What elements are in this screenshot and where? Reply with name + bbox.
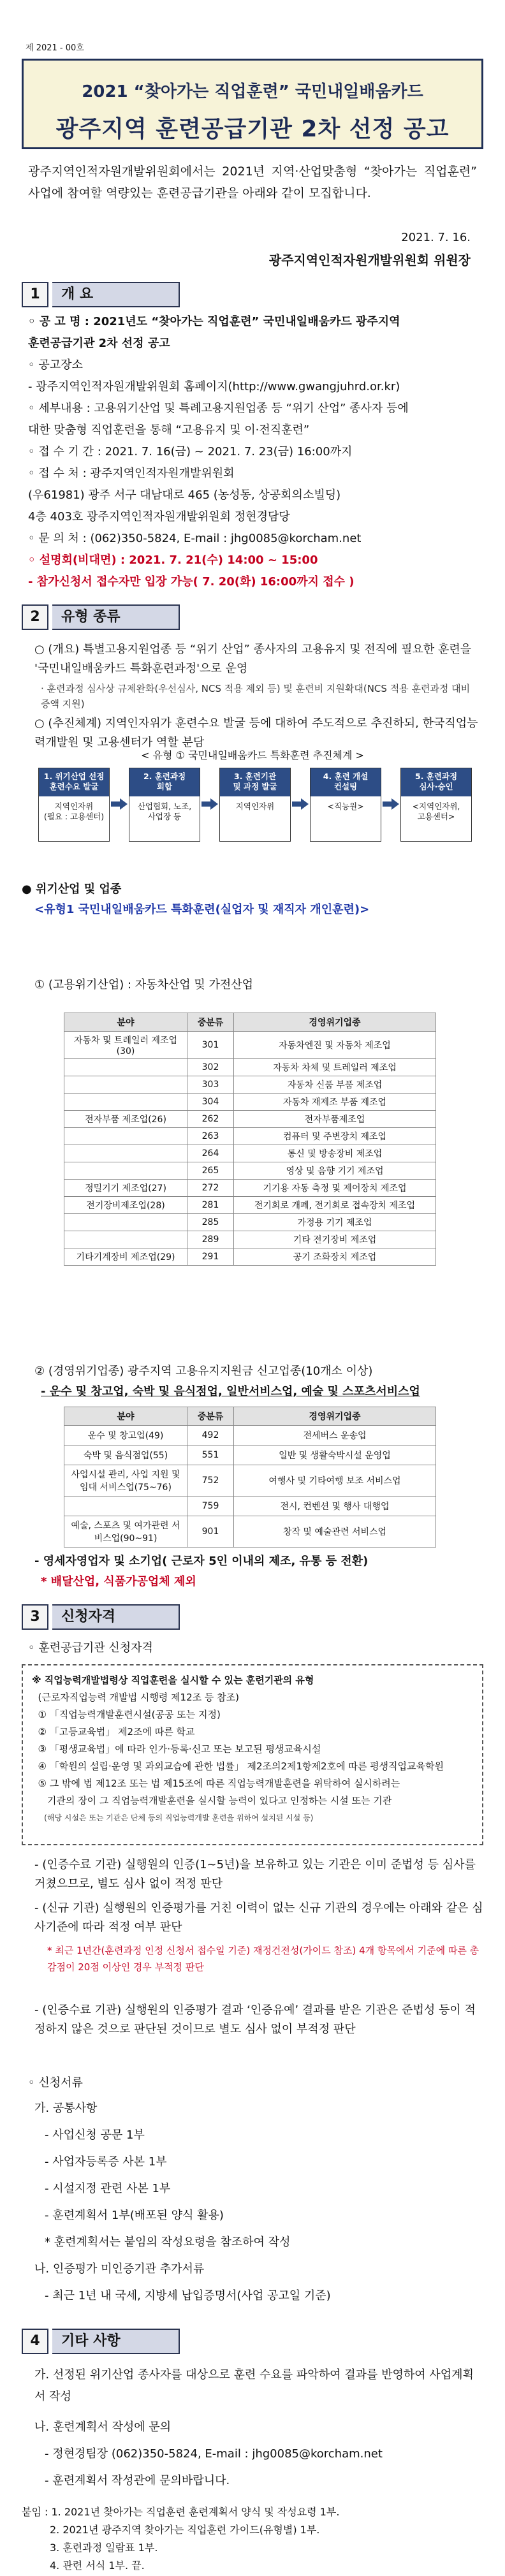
institution-type-line: ④ 「학원의 설립·운영 및 과외교습에 관한 법률」 제2조의2제1항제2호에 따른 평생직업교육학원 bbox=[32, 1760, 444, 1772]
type-overview-note: · 훈련과정 심사상 규제완화(우선심사, NCS 적용 제외 등) 및 훈련비 지원확대(NCS 적용 훈련과정 대비 증액 지원) bbox=[41, 683, 471, 710]
table-cell: 301 bbox=[187, 1032, 234, 1059]
table-cell: 291 bbox=[187, 1248, 234, 1266]
required-document: 나. 인증평가 미인증기관 추가서류 bbox=[34, 2262, 205, 2276]
required-document: - 사업신청 공문 1부 bbox=[45, 2128, 145, 2142]
flow-step bbox=[219, 768, 291, 842]
table-cell: 예술, 스포츠 및 여가관련 서비스업(90~91) bbox=[64, 1516, 187, 1548]
notice-date: 2021. 7. 16. bbox=[401, 231, 471, 244]
eligibility-criterion: - (인증수료 기관) 실행원의 인증(1~5년)을 보유하고 있는 기관은 이미 준법성 등 심사를 거쳤으므로, 별도 심사 없이 적정 판단 bbox=[34, 1858, 476, 1891]
table-header: 분야 bbox=[64, 1013, 187, 1032]
required-document: 가. 공통사항 bbox=[34, 2102, 98, 2115]
table-header: 경영위기업종 bbox=[234, 1407, 436, 1426]
flow-step-body: 지역인자위 (필요 : 고용센터) bbox=[43, 801, 105, 821]
table-cell: 일반 및 생활숙박시설 운영업 bbox=[234, 1445, 436, 1465]
table-cell bbox=[64, 1145, 187, 1162]
section-label: 유형 종류 bbox=[52, 604, 180, 630]
overview-line: ◦ 공 고 명 : 2021년도 “찾아가는 직업훈련” 국민내일배움카드 광주지역 bbox=[28, 315, 400, 328]
table-cell: 자동차 신품 부품 제조업 bbox=[234, 1076, 436, 1094]
table-cell: 303 bbox=[187, 1076, 234, 1094]
title-line-2: 광주지역 훈련공급기관 2차 선정 공고 bbox=[55, 116, 450, 142]
flow-caption: < 유형 ① 국민내일배움카드 특화훈련 추진체계 > bbox=[141, 749, 364, 761]
flow-step-body: <지역인자위, 고용센터> bbox=[412, 801, 460, 821]
overview-line: - 광주지역인적자원개발위원회 홈페이지(http://www.gwangjuhrd.or.kr) bbox=[28, 380, 400, 393]
employment-crisis-table bbox=[64, 1013, 436, 1266]
arrow-right-icon bbox=[383, 798, 399, 810]
section-header-3 bbox=[22, 1604, 149, 1631]
type-overview: ○ (개요) 특별고용지원업종 등 “위기 산업” 종사자의 고용유지 및 전직에 필요한 훈련을 '국민내일배움카드 특화훈련과정'으로 운영 bbox=[34, 643, 472, 675]
exclusion-note: * 배달산업, 식품가공업체 제외 bbox=[41, 1575, 196, 1588]
arrow-right-icon bbox=[201, 798, 218, 810]
institution-type-line: (근로자직업능력 개발법 시행령 제12조 등 참조) bbox=[32, 1692, 239, 1703]
table-row bbox=[64, 1111, 436, 1128]
flow-step-title: 2. 훈련과정 회합 bbox=[129, 768, 200, 796]
section-label: 개 요 bbox=[52, 282, 180, 307]
table-header: 경영위기업종 bbox=[234, 1013, 436, 1032]
table-header: 중분류 bbox=[187, 1407, 234, 1426]
required-document: - 훈련계획서 1부(배포된 양식 활용) bbox=[45, 2209, 224, 2222]
flow-step-title: 1. 위기산업 선정 훈련수요 발굴 bbox=[39, 768, 109, 796]
table-cell: 숙박 및 음식점업(55) bbox=[64, 1445, 187, 1465]
document-number: 제 2021 - 00호 bbox=[26, 43, 84, 53]
institution-type-line: ② 「고등교육법」 제2조에 따른 학교 bbox=[32, 1726, 195, 1738]
attachment-line: 붙임 : 1. 2021년 찾아가는 직업훈련 훈련계획서 양식 및 작성요령 1부. bbox=[22, 2506, 340, 2518]
table-row bbox=[64, 1128, 436, 1145]
overview-line: ◦ 공고장소 bbox=[28, 358, 83, 372]
table-cell: 759 bbox=[187, 1497, 234, 1516]
overview-line: ◦ 문 의 처 : (062)350-5824, E-mail : jhg0085@korcham.net bbox=[28, 532, 362, 545]
lead-paragraph: 광주지역인적자원개발위원회에서는 2021년 지역·산업맞춤형 “찾아가는 직업훈련” 사업에 참여할 역량있는 훈련공급기관을 아래와 같이 모집합니다. bbox=[28, 165, 477, 200]
overview-line: ◦ 접 수 기 간 : 2021. 7. 16(금) ~ 2021. 7. 23(금) 16:00까지 bbox=[28, 445, 353, 458]
table-row bbox=[64, 1231, 436, 1248]
section-header-4 bbox=[22, 2329, 149, 2355]
table-header: 중분류 bbox=[187, 1013, 234, 1032]
table-row bbox=[64, 1516, 436, 1548]
attachment-line: 3. 훈련과정 일람표 1부. bbox=[50, 2542, 158, 2554]
flow-step bbox=[38, 768, 110, 842]
table-cell: 264 bbox=[187, 1145, 234, 1162]
table-cell bbox=[64, 1231, 187, 1248]
table-row bbox=[64, 1197, 436, 1214]
flow-step-title: 5. 훈련과정 심사·승인 bbox=[401, 768, 471, 796]
training-institution-types-box bbox=[22, 1664, 483, 1845]
section-label: 신청자격 bbox=[52, 1604, 180, 1630]
overview-line: - 참가신청서 접수자만 입장 가능( 7. 20(화) 16:00까지 접수 ) bbox=[28, 575, 355, 589]
section-label: 기타 사항 bbox=[52, 2329, 180, 2354]
overview-line: 대한 맞춤형 직업훈련을 통해 “고용유지 및 이·전직훈련” bbox=[28, 423, 310, 437]
attachment-line: 4. 관련 서식 1부. 끝. bbox=[50, 2559, 145, 2572]
overview-line: ◦ 설명회(비대면) : 2021. 7. 21(수) 14:00 ~ 15:00 bbox=[28, 553, 318, 567]
table-cell: 전기회로 개폐, 전기회로 접속장치 제조업 bbox=[234, 1197, 436, 1214]
institution-type-line: ① 「직업능력개발훈련시설(공공 또는 지정) bbox=[32, 1709, 221, 1720]
table-cell: 공기 조화장치 제조업 bbox=[234, 1248, 436, 1266]
table-cell: 304 bbox=[187, 1094, 234, 1111]
arrow-right-icon bbox=[111, 798, 128, 810]
institution-type-line: ③ 「평생교육법」에 따라 인가·등록·신고 또는 보고된 평생교육시설 bbox=[32, 1743, 321, 1755]
promotion-flow-diagram bbox=[38, 768, 472, 844]
overview-line: ◦ 세부내용 : 고용위기산업 및 특례고용지원업종 등 “위기 산업” 종사자 등에 bbox=[28, 402, 409, 415]
crisis-industry-subheading: <유형1 국민내일배움카드 특화훈련(실업자 및 재직자 개인훈련)> bbox=[34, 903, 370, 916]
table-cell: 자동차 차체 및 트레일러 제조업 bbox=[234, 1059, 436, 1076]
flow-step bbox=[400, 768, 472, 842]
flow-step-title: 4. 훈련 개설 컨설팅 bbox=[311, 768, 381, 796]
table-row bbox=[64, 1426, 436, 1445]
documents-heading: ◦ 신청서류 bbox=[28, 2076, 83, 2089]
table-header: 분야 bbox=[64, 1407, 187, 1426]
management-crisis-table bbox=[64, 1407, 436, 1548]
flow-step-title: 3. 훈련기관 및 과정 발굴 bbox=[220, 768, 290, 796]
arrow-right-icon bbox=[292, 798, 309, 810]
table-row bbox=[64, 1445, 436, 1465]
section-header-2 bbox=[22, 604, 149, 631]
table-cell: 기타 전기장비 제조업 bbox=[234, 1231, 436, 1248]
table-row bbox=[64, 1180, 436, 1197]
flow-step bbox=[129, 768, 200, 842]
table-cell: 전자부품 제조업(26) bbox=[64, 1111, 187, 1128]
management-crisis-sectors: - 운수 및 창고업, 숙박 및 음식점업, 일반서비스업, 예술 및 스포츠서비스업 bbox=[41, 1385, 420, 1398]
table-cell: 전기장비제조업(28) bbox=[64, 1197, 187, 1214]
overview-line: 4층 403호 광주지역인적자원개발위원회 정현경담당 bbox=[28, 510, 290, 523]
table-cell: 기기용 자동 측정 및 제어장치 제조업 bbox=[234, 1180, 436, 1197]
table-cell: 전세버스 운송업 bbox=[234, 1426, 436, 1445]
eligibility-criterion: - (인증수료 기관) 실행원의 인증평가 결과 ‘인증유예’ 결과를 받은 기관은 준법성 등이 적정하지 않은 것으로 판단된 것이므로 별도 심사 없이 부적정 판단 bbox=[34, 2003, 476, 2036]
table-cell: 262 bbox=[187, 1111, 234, 1128]
flow-step bbox=[310, 768, 381, 842]
promotion-system: ○ (추진체계) 지역인자위가 훈련수요 발굴 등에 대하여 주도적으로 추진하되, 한국직업능력개발원 및 고용센터가 역할 분담 bbox=[34, 717, 478, 749]
table-cell: 302 bbox=[187, 1059, 234, 1076]
table-cell: 전시, 컨벤션 및 행사 대행업 bbox=[234, 1497, 436, 1516]
table-cell: 운수 및 창고업(49) bbox=[64, 1426, 187, 1445]
section-number: 1 bbox=[22, 282, 48, 307]
table-cell: 통신 및 방송장비 제조업 bbox=[234, 1145, 436, 1162]
table-cell: 492 bbox=[187, 1426, 234, 1445]
institution-type-line: 기관의 장이 그 직업능력개발훈련을 실시할 능력이 있다고 인정하는 시설 또는 기관 bbox=[32, 1795, 392, 1806]
employment-crisis-industry: ① (고용위기산업) : 자동차산업 및 가전산업 bbox=[34, 978, 254, 992]
table-cell: 전자부품제조업 bbox=[234, 1111, 436, 1128]
table-cell: 가정용 기기 제조업 bbox=[234, 1214, 436, 1231]
crisis-industry-heading: ● 위기산업 및 업종 bbox=[22, 882, 122, 896]
required-document: - 최근 1년 내 국세, 지방세 납입증명서(사업 공고일 기준) bbox=[45, 2289, 331, 2302]
eligibility-criterion: * 최근 1년간(훈련과정 인정 신청서 접수일 기준) 재정건전성(가이드 참조) 4개 항목에서 기준에 따른 총 감점이 20점 이상인 경우 부적정 판단 bbox=[47, 1945, 479, 1973]
overview-line: ◦ 접 수 처 : 광주지역인적자원개발위원회 bbox=[28, 467, 235, 480]
table-cell bbox=[64, 1162, 187, 1180]
table-cell bbox=[64, 1059, 187, 1076]
table-row bbox=[64, 1465, 436, 1497]
table-row bbox=[64, 1248, 436, 1266]
overview-line: 훈련공급기관 2차 선정 공고 bbox=[28, 337, 170, 350]
table-cell: 영상 및 음향 기기 제조업 bbox=[234, 1162, 436, 1180]
table-cell bbox=[64, 1497, 187, 1516]
title-box bbox=[22, 59, 483, 149]
table-cell: 285 bbox=[187, 1214, 234, 1231]
table-row bbox=[64, 1145, 436, 1162]
table-row bbox=[64, 1076, 436, 1094]
issuing-organization: 광주지역인적자원개발위원회 위원장 bbox=[268, 252, 471, 268]
table-cell: 여행사 및 기타여행 보조 서비스업 bbox=[234, 1465, 436, 1497]
table-cell: 자동차 및 트레일러 제조업(30) bbox=[64, 1032, 187, 1059]
table-cell bbox=[64, 1094, 187, 1111]
flow-step-body: 산업협회, 노조, 사업장 등 bbox=[137, 801, 192, 821]
attachment-line: 2. 2021년 광주지역 찾아가는 직업훈련 가이드(유형별) 1부. bbox=[50, 2524, 320, 2536]
management-crisis-industry: ② (경영위기업종) 광주지역 고용유지지원금 신고업종(10개소 이상) bbox=[34, 1365, 373, 1378]
table-row bbox=[64, 1497, 436, 1516]
table-cell: 기타기계장비 제조업(29) bbox=[64, 1248, 187, 1266]
section-header-1 bbox=[22, 282, 149, 309]
table-cell: 자동차엔진 및 자동차 제조업 bbox=[234, 1032, 436, 1059]
table-cell bbox=[64, 1214, 187, 1231]
table-cell: 창작 및 예술관련 서비스업 bbox=[234, 1516, 436, 1548]
table-row bbox=[64, 1032, 436, 1059]
table-cell: 289 bbox=[187, 1231, 234, 1248]
eligibility-criterion: - (신규 기관) 실행원의 인증평가를 거친 이력이 없는 신규 기관의 경우에는 아래와 같은 심사기준에 따라 적정 여부 판단 bbox=[34, 1901, 483, 1934]
institution-type-line: ※ 직업능력개발법령상 직업훈련을 실시할 수 있는 훈련기관의 유형 bbox=[32, 1674, 314, 1686]
table-cell: 자동차 재제조 부품 제조업 bbox=[234, 1094, 436, 1111]
table-cell: 265 bbox=[187, 1162, 234, 1180]
table-cell: 901 bbox=[187, 1516, 234, 1548]
table-row bbox=[64, 1214, 436, 1231]
table-row bbox=[64, 1162, 436, 1180]
institution-type-line: ⑤ 그 밖에 법 제12조 또는 법 제15조에 따른 직업능력개발훈련을 위탁하여 실시하려는 bbox=[32, 1778, 400, 1789]
small-business-note: - 영세자영업자 및 소기업( 근로자 5인 이내의 제조, 유통 등 전환) bbox=[34, 1555, 369, 1568]
other-matter-line: 가. 선정된 위기산업 종사자를 대상으로 훈련 수요를 파악하여 결과를 반영하여 사업계획서 작성 bbox=[34, 2368, 474, 2403]
table-cell bbox=[64, 1128, 187, 1145]
table-cell: 272 bbox=[187, 1180, 234, 1197]
required-document: - 사업자등록증 사본 1부 bbox=[45, 2155, 167, 2169]
section-number: 3 bbox=[22, 1604, 48, 1630]
institution-type-line: (해당 시설은 또는 기관은 단체 등의 직업능력개발 훈련을 위하여 설치된 시설 등) bbox=[32, 1813, 314, 1822]
table-row bbox=[64, 1059, 436, 1076]
required-document: * 훈련계획서는 붙임의 작성요령을 참조하여 작성 bbox=[45, 2236, 291, 2249]
table-cell: 263 bbox=[187, 1128, 234, 1145]
table-cell: 정밀기기 제조업(27) bbox=[64, 1180, 187, 1197]
table-cell bbox=[64, 1076, 187, 1094]
table-cell: 사업시설 관리, 사업 지원 및 임대 서비스업(75~76) bbox=[64, 1465, 187, 1497]
table-cell: 752 bbox=[187, 1465, 234, 1497]
table-cell: 281 bbox=[187, 1197, 234, 1214]
overview-line: (우61981) 광주 서구 대남대로 465 (농성동, 상공회의소빌딩) bbox=[28, 488, 341, 502]
section-number: 4 bbox=[22, 2329, 48, 2354]
table-cell: 컴퓨터 및 주변장치 제조업 bbox=[234, 1128, 436, 1145]
title-line-1: 2021 “찾아가는 직업훈련” 국민내일배움카드 bbox=[82, 82, 423, 101]
flow-step-body: 지역인자위 bbox=[235, 801, 275, 811]
table-cell: 551 bbox=[187, 1445, 234, 1465]
section-number: 2 bbox=[22, 604, 48, 630]
other-matter-line: 나. 훈련계획서 작성에 문의 bbox=[34, 2420, 172, 2434]
eligibility-heading: ◦ 훈련공급기관 신청자격 bbox=[28, 1641, 153, 1655]
required-document: - 시설지정 관련 사본 1부 bbox=[45, 2182, 171, 2195]
table-row bbox=[64, 1094, 436, 1111]
other-matter-line: - 정현경팀장 (062)350-5824, E-mail : jhg0085@korcham.net bbox=[45, 2447, 383, 2461]
flow-step-body: <직능원> bbox=[327, 801, 364, 811]
other-matter-line: - 훈련계획서 작성관에 문의바랍니다. bbox=[45, 2474, 230, 2487]
